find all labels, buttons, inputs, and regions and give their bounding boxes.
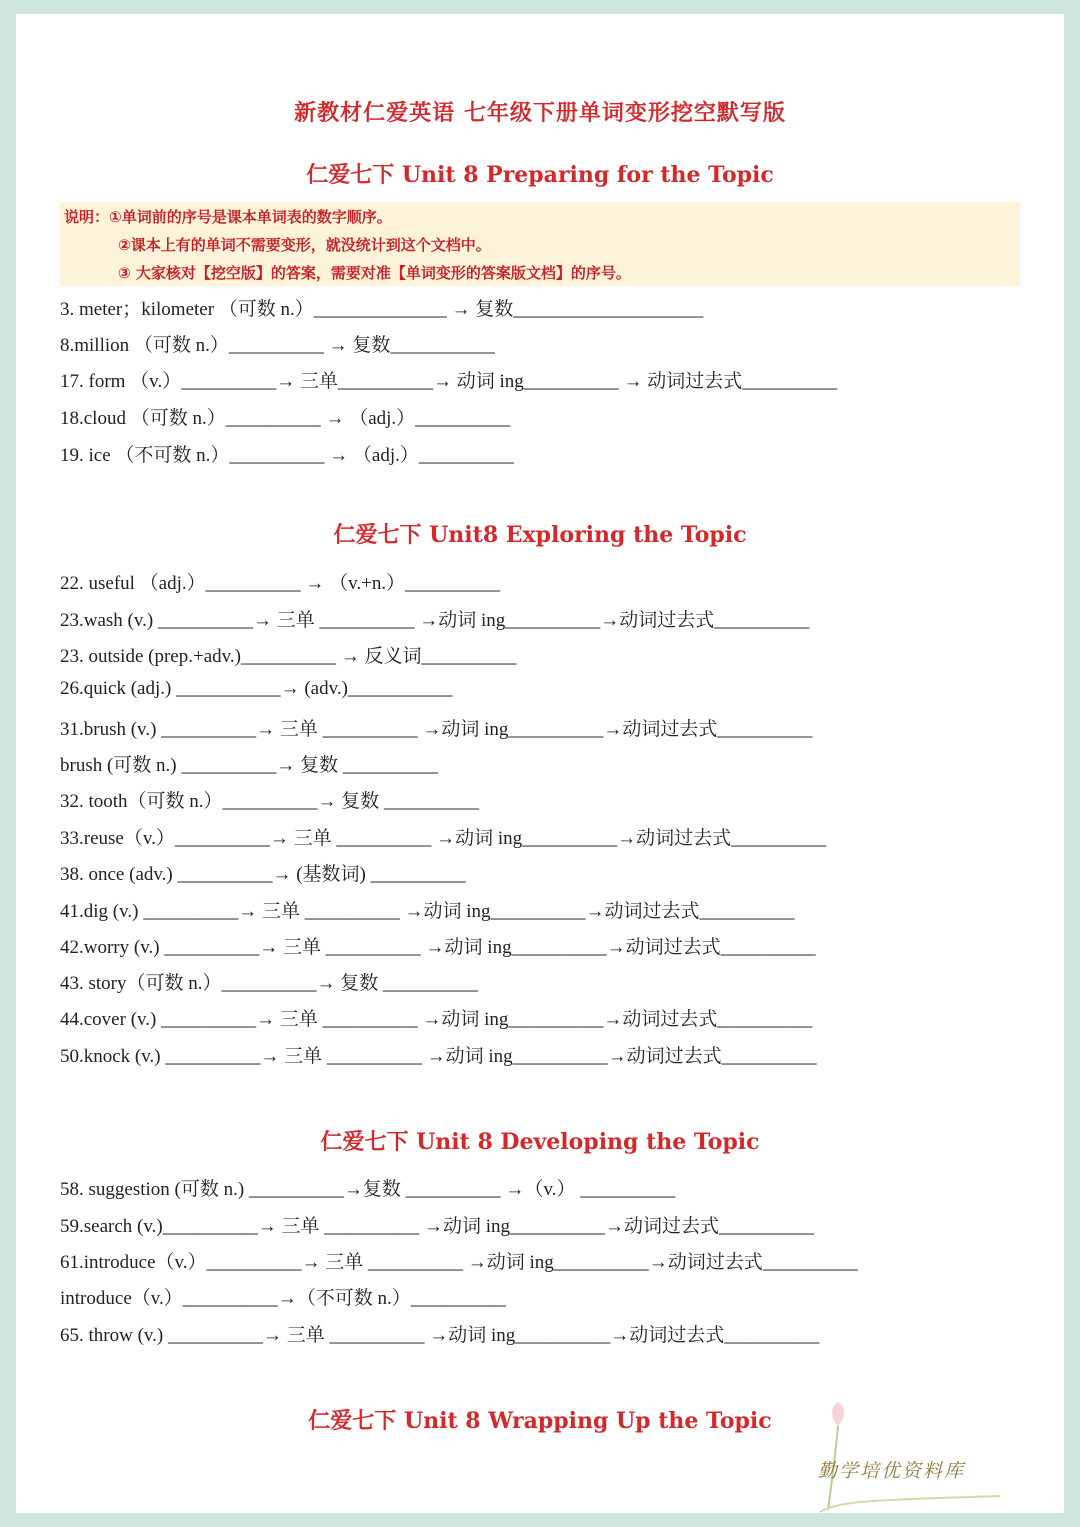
watermark-logo: 勤学培优资料库 xyxy=(818,1460,966,1482)
section-title-preparing: 仁爱七下 Unit 8 Preparing for the Topic xyxy=(306,162,774,188)
main-title: 新教材仁爱英语 七年级下册单词变形挖空默写版 xyxy=(294,100,786,126)
exercise-line: 22. useful （adj.）__________ → （v.+n.）__________ xyxy=(60,573,501,594)
exercise-line: 65. throw (v.) __________→ 三单 __________ →动词 ing__________→动词过去式__________ xyxy=(60,1325,820,1346)
exercise-line: 31.brush (v.) __________→ 三单 __________ →动词 ing__________→动词过去式__________ xyxy=(60,719,813,740)
exercise-line: 3. meter；kilometer （可数 n.）______________ → 复数____________________ xyxy=(60,299,704,320)
exercise-line: 33.reuse（v.）__________→ 三单 __________ →动词 ing__________→动词过去式__________ xyxy=(60,828,827,849)
exercise-line: 23. outside (prep.+adv.)__________ → 反义词__________ xyxy=(60,646,517,667)
exercise-line: 17. form （v.）__________→ 三单__________→ 动词 ing__________ → 动词过去式__________ xyxy=(60,371,838,392)
section-title-developing: 仁爱七下 Unit 8 Developing the Topic xyxy=(320,1129,760,1155)
exercise-line: 8.million （可数 n.）__________ → 复数___________ xyxy=(60,335,495,356)
exercise-line: 23.wash (v.) __________→ 三单 __________ →动词 ing__________→动词过去式__________ xyxy=(60,610,810,631)
exercise-line: 38. once (adv.) __________→ (基数词) __________ xyxy=(60,864,466,885)
exercise-line: 19. ice （不可数 n.）__________ → （adj.）__________ xyxy=(60,445,514,466)
exercise-line: brush (可数 n.) __________→ 复数 __________ xyxy=(60,755,438,776)
exercise-line: 61.introduce（v.）__________→ 三单 __________ →动词 ing__________→动词过去式__________ xyxy=(60,1252,858,1273)
note-1: 说明：①单词前的序号是课本单词表的数字顺序。 xyxy=(64,208,392,226)
exercise-line: 41.dig (v.) __________→ 三单 __________ →动词 ing__________→动词过去式__________ xyxy=(60,901,795,922)
exercise-line: 44.cover (v.) __________→ 三单 __________ →动词 ing__________→动词过去式__________ xyxy=(60,1009,813,1030)
exercise-line: 50.knock (v.) __________→ 三单 __________ →动词 ing__________→动词过去式__________ xyxy=(60,1046,817,1067)
exercise-line: 59.search (v.)__________→ 三单 __________ →动词 ing__________→动词过去式__________ xyxy=(60,1216,814,1237)
exercise-line: introduce（v.）__________→（不可数 n.）__________ xyxy=(60,1288,506,1309)
exercise-line: 18.cloud （可数 n.）__________ → （adj.）__________ xyxy=(60,408,511,429)
exercise-line: 32. tooth（可数 n.）__________→ 复数 __________ xyxy=(60,791,480,812)
section-title-exploring: 仁爱七下 Unit8 Exploring the Topic xyxy=(333,522,747,548)
note-2: ②课本上有的单词不需要变形，就没统计到这个文档中。 xyxy=(118,236,491,254)
exercise-line: 42.worry (v.) __________→ 三单 __________ →动词 ing__________→动词过去式__________ xyxy=(60,937,816,958)
note-3: ③ 大家核对【挖空版】的答案，需要对准【单词变形的答案版文档】的序号。 xyxy=(118,264,631,282)
section-title-wrapping: 仁爱七下 Unit 8 Wrapping Up the Topic xyxy=(308,1408,772,1434)
exercise-line: 58. suggestion (可数 n.) __________→复数 __________ →（v.） __________ xyxy=(60,1179,676,1200)
exercise-line: 43. story（可数 n.）__________→ 复数 __________ xyxy=(60,973,479,994)
exercise-line: 26.quick (adj.) ___________→ (adv.)___________ xyxy=(60,678,453,699)
